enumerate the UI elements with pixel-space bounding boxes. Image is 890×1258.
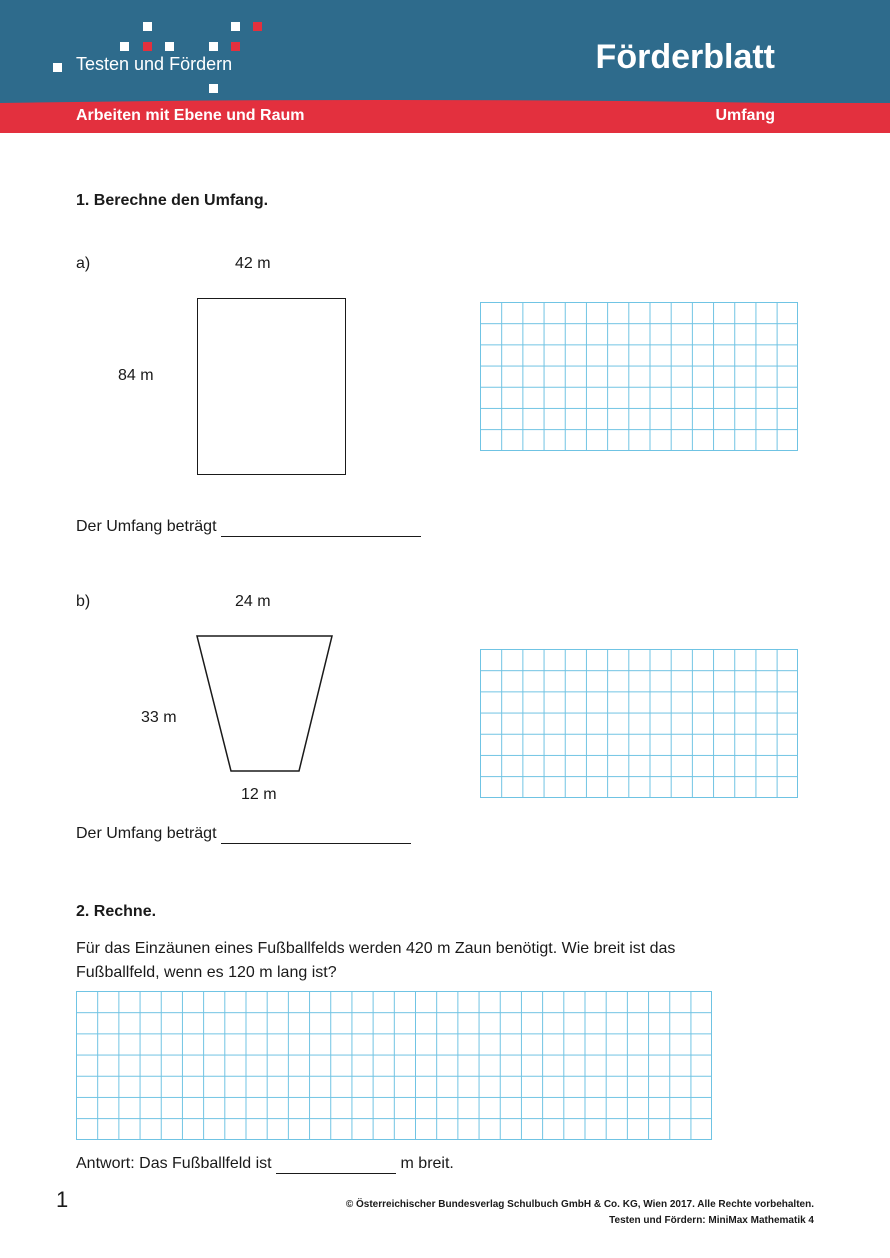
rectangle-shape <box>197 298 346 475</box>
answer-line-a <box>76 518 421 537</box>
trapezoid-bottom-label: 12 m <box>241 786 277 803</box>
task-1b-label: b) <box>76 593 91 610</box>
answer-prefix-b: Der Umfang beträgt <box>76 825 217 842</box>
copyright-text: © Österreichischer Bundesverlag Schulbuch GmbH & Co. KG, Wien 2017. Alle Rechte vorbehalten. <box>345 1199 814 1210</box>
task-2-title: 2. Rechne. <box>76 903 157 920</box>
answer-blank-b[interactable] <box>221 825 411 844</box>
answer-suffix-task-2: m breit. <box>400 1155 454 1172</box>
trapezoid-top-label: 24 m <box>235 593 271 610</box>
answer-line-b <box>76 825 411 844</box>
task-1a-label: a) <box>76 255 91 272</box>
task-1-title: 1. Berechne den Umfang. <box>76 192 269 209</box>
page-number: 1 <box>56 1187 69 1212</box>
calculation-grid-b[interactable] <box>480 649 798 798</box>
calculation-grid-task-2[interactable] <box>76 991 712 1140</box>
rectangle-width-label: 42 m <box>235 255 271 272</box>
answer-prefix-a: Der Umfang beträgt <box>76 518 217 535</box>
task-2-text-line-2: Fußballfeld, wenn es 120 m lang ist? <box>76 964 337 981</box>
answer-line-task-2 <box>76 1155 454 1174</box>
answer-prefix-task-2: Antwort: Das Fußballfeld ist <box>76 1155 272 1172</box>
trapezoid-shape <box>190 630 340 780</box>
series-text: Testen und Fördern: MiniMax Mathematik 4 <box>609 1215 814 1226</box>
task-2-text-line-1: Für das Einzäunen eines Fußballfelds werden 420 m Zaun benötigt. Wie breit ist das <box>76 940 676 957</box>
trapezoid-side-label: 33 m <box>141 709 177 726</box>
rectangle-height-label: 84 m <box>118 367 154 384</box>
section-title: Arbeiten mit Ebene und Raum <box>76 107 305 124</box>
logo <box>0 0 300 100</box>
brand-name: Testen und Fördern <box>76 54 233 74</box>
topic-title: Umfang <box>715 107 775 124</box>
page-title: Förderblatt <box>595 38 775 76</box>
answer-blank-task-2[interactable] <box>276 1155 396 1174</box>
calculation-grid-a[interactable] <box>480 302 798 451</box>
answer-blank-a[interactable] <box>221 518 421 537</box>
